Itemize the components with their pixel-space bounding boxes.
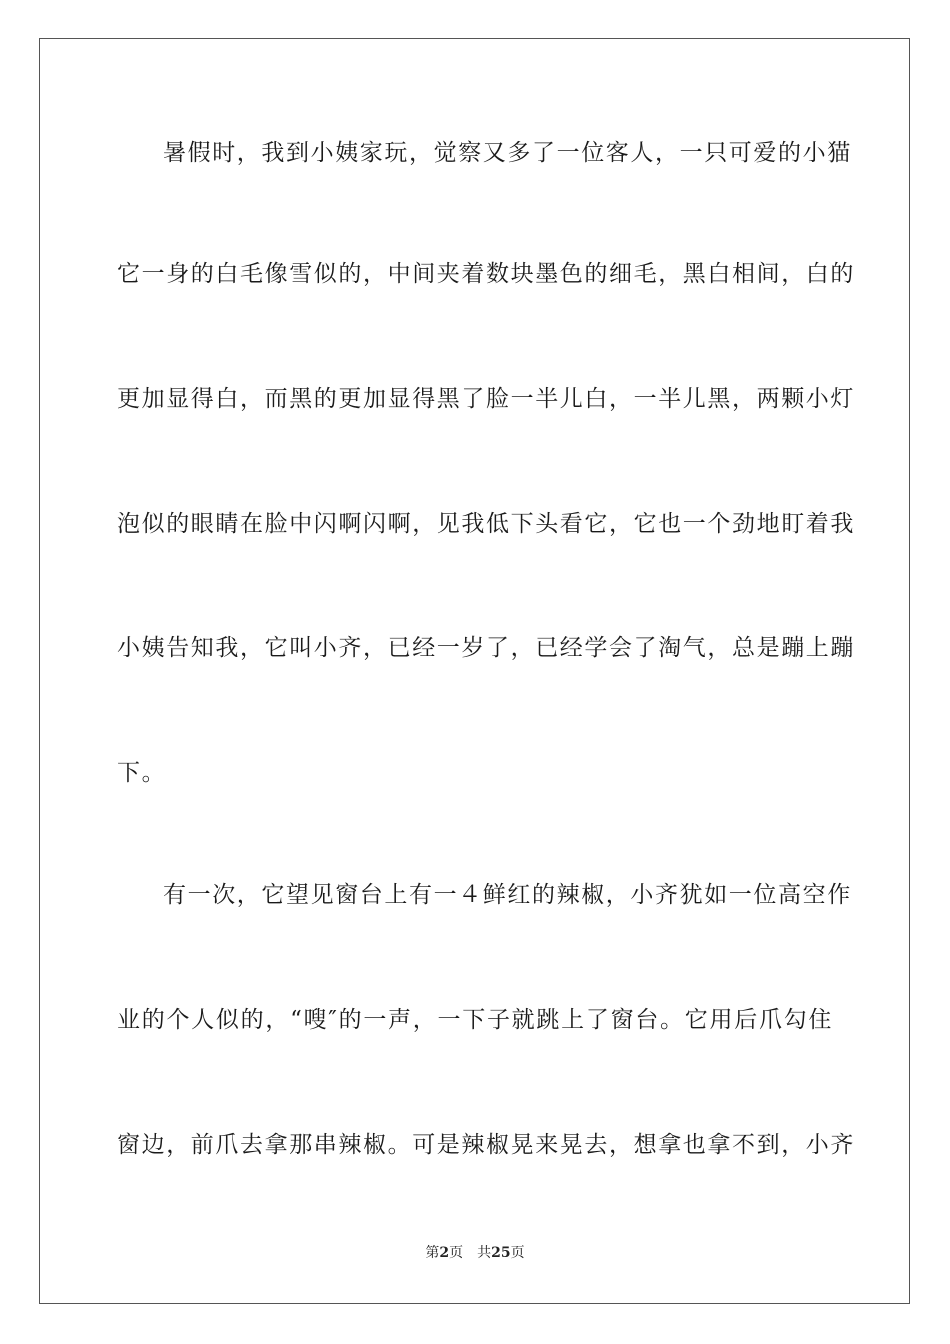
text-line-9: 窗边，前爪去拿那串辣椒。可是辣椒晃来晃去，想拿也拿不到，小齐 bbox=[117, 1132, 855, 1158]
text-line-2: 它一身的白毛像雪似的，中间夹着数块墨色的细毛，黑白相间，白的 bbox=[117, 261, 855, 287]
text-line-4: 泡似的眼睛在脸中闪啊闪啊，见我低下头看它，它也一个劲地盯着我 bbox=[117, 511, 855, 537]
footer-total-prefix: 共 bbox=[477, 1245, 492, 1261]
text-line-3: 更加显得白，而黑的更加显得黑了脸一半儿白，一半儿黑，两颗小灯 bbox=[117, 386, 855, 412]
footer-page-number: 2 bbox=[439, 1245, 450, 1261]
text-line-6: 下。 bbox=[117, 760, 167, 786]
footer-page-suffix: 页 bbox=[449, 1245, 464, 1261]
text-line-1: 暑假时，我到小姨家玩，觉察又多了一位客人，一只可爱的小猫 bbox=[163, 140, 852, 166]
page-footer bbox=[0, 1244, 950, 1262]
footer-total-suffix: 页 bbox=[510, 1245, 525, 1261]
page-border bbox=[39, 38, 910, 1304]
text-line-8: 业的个人似的，“嗖″的一声，一下子就跳上了窗台。它用后爪勾住 bbox=[117, 1007, 833, 1033]
footer-page-prefix: 第 bbox=[425, 1245, 440, 1261]
text-line-7: 有一次，它望见窗台上有一４鲜红的辣椒，小齐犹如一位高空作 bbox=[163, 882, 852, 908]
text-line-5: 小姨告知我，它叫小齐，已经一岁了，已经学会了淘气，总是蹦上蹦 bbox=[117, 635, 855, 661]
footer-total-pages: 25 bbox=[491, 1245, 511, 1261]
